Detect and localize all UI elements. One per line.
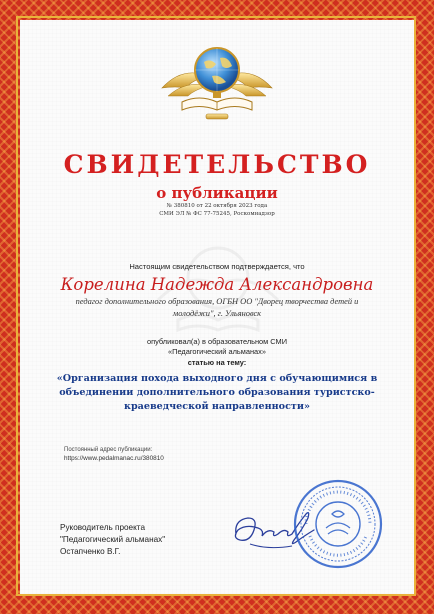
media-registration: СМИ ЭЛ № ФС 77-75245, Роскомнадзор bbox=[159, 211, 275, 217]
certificate-subtitle: о публикации bbox=[156, 184, 278, 202]
certificate-title: СВИДЕТЕЛЬСТВО bbox=[63, 150, 371, 179]
address-label: Постоянный адрес публикации: bbox=[64, 447, 153, 453]
article-label: статью на тему: bbox=[187, 358, 247, 367]
signer-role: Руководитель проекта bbox=[60, 523, 146, 532]
recipient-name: Корелина Надежда Александровна bbox=[60, 275, 374, 294]
registration-number: № 380810 от 22 октября 2023 года bbox=[166, 203, 268, 209]
article-title: «Организация похода выходного дня с обучающимися в объединении дополнительного образования туристско-краеведческой направленности» bbox=[56, 373, 378, 412]
publisher-seal-icon bbox=[292, 478, 384, 570]
recipient-position: педагог дополнительного образования, ОГБН ОО "Дворец творчества детей и молодёжи", г. Ульяновск bbox=[75, 297, 359, 318]
confirmation-text: Настоящим свидетельством подтверждается, что bbox=[129, 262, 305, 271]
published-in-text: опубликовал(а) в образовательном СМИ bbox=[146, 337, 288, 346]
signer-block bbox=[60, 522, 165, 558]
publication-url[interactable]: https://www.pedalmanac.ru/380810 bbox=[64, 455, 164, 462]
globe-book-emblem-icon bbox=[152, 36, 282, 126]
signer-project: "Педагогический альманах" bbox=[60, 535, 166, 544]
media-name: «Педагогический альманах» bbox=[168, 347, 266, 356]
signer-name: Остапченко В.Г. bbox=[60, 547, 121, 556]
